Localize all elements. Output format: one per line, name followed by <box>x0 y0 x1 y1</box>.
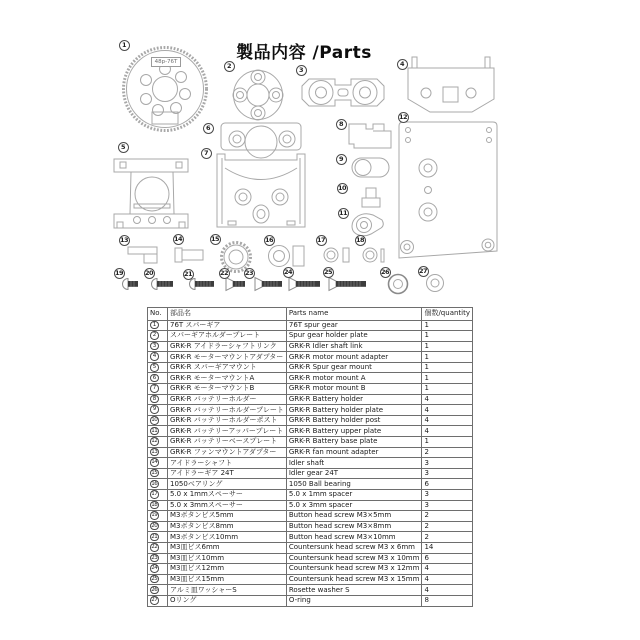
row-qty: 1 <box>422 373 473 384</box>
row-number <box>148 585 168 596</box>
row-number <box>148 426 168 437</box>
table-row <box>148 341 473 352</box>
table-row <box>148 352 473 363</box>
row-number <box>148 331 168 342</box>
part-button-screw-8mm <box>152 279 174 290</box>
row-name-en: GRK-R Battery base plate <box>286 437 422 448</box>
row-name-en: Countersunk head screw M3 x 12mm <box>286 564 422 575</box>
row-name-ja: スパーギアホルダープレート <box>168 331 287 342</box>
row-name-en: GRK-R Idler shaft link <box>286 341 422 352</box>
table-row <box>148 426 473 437</box>
row-name-ja: GRK-R モーターマウントB <box>168 384 287 395</box>
row-number-circle: 26 <box>151 586 158 593</box>
row-number-circle: 12 <box>151 438 158 445</box>
row-number-circle: 3 <box>150 342 159 351</box>
row-name-ja: GRK-R スパーギアマウント <box>168 362 287 373</box>
row-name-ja: GRK-R モーターマウントアダプター <box>168 352 287 363</box>
row-name-ja: GRK-R バッテリーベースプレート <box>168 437 287 448</box>
row-name-ja: 1050ベアリング <box>168 479 287 490</box>
part-idler-gear-24t <box>222 243 251 272</box>
row-qty: 1 <box>422 320 473 331</box>
table-row <box>148 447 473 458</box>
row-qty: 1 <box>422 437 473 448</box>
gear-tooth-label: 48p-76T <box>151 57 181 67</box>
row-number <box>148 500 168 511</box>
row-name-en: 1050 Ball bearing <box>286 479 422 490</box>
part-fan-mount-adapter <box>128 247 157 263</box>
row-name-en: Spur gear holder plate <box>286 331 422 342</box>
row-number <box>148 437 168 448</box>
row-qty: 8 <box>422 595 473 606</box>
table-row <box>148 532 473 543</box>
row-qty: 4 <box>422 564 473 575</box>
row-name-en: GRK-R Spur gear mount <box>286 362 422 373</box>
row-name-ja: アイドラーシャフト <box>168 458 287 469</box>
row-number-circle: 11 <box>151 427 158 434</box>
table-row <box>148 553 473 564</box>
callout-8: 8 <box>336 119 347 130</box>
row-name-en: 5.0 x 1mm spacer <box>286 490 422 501</box>
row-name-ja: Oリング <box>168 595 287 606</box>
row-name-ja: M3皿ビス12mm <box>168 564 287 575</box>
row-number <box>148 320 168 331</box>
row-qty: 6 <box>422 479 473 490</box>
row-name-ja: GRK-R バッテリーホルダープレート <box>168 405 287 416</box>
row-number-circle: 21 <box>151 533 158 540</box>
table-row <box>148 468 473 479</box>
row-qty: 4 <box>422 574 473 585</box>
row-number-circle: 4 <box>150 352 159 361</box>
row-qty: 2 <box>422 532 473 543</box>
table-row <box>148 362 473 373</box>
table-row <box>148 542 473 553</box>
row-number-circle: 2 <box>150 331 159 340</box>
part-battery-base-plate <box>399 122 497 258</box>
table-row <box>148 320 473 331</box>
row-number-circle: 8 <box>150 395 159 404</box>
row-qty: 2 <box>422 447 473 458</box>
row-name-en: 76T spur gear <box>286 320 422 331</box>
row-name-en: Rosette washer S <box>286 585 422 596</box>
row-number-circle: 14 <box>151 459 158 466</box>
row-name-ja: GRK-R モーターマウントA <box>168 373 287 384</box>
row-name-ja: アイドラーギア 24T <box>168 468 287 479</box>
table-row <box>148 574 473 585</box>
parts-table-body <box>148 320 473 606</box>
row-name-en: GRK-R fan mount adapter <box>286 447 422 458</box>
row-number <box>148 553 168 564</box>
callout-12: 12 <box>398 113 408 121</box>
row-name-en: Button head screw M3×5mm <box>286 511 422 522</box>
part-motor-mount-a <box>221 123 301 158</box>
callout-27: 27 <box>418 267 428 275</box>
row-number-circle: 24 <box>151 565 158 572</box>
callout-2: 2 <box>224 61 235 72</box>
row-number-circle: 10 <box>151 417 158 424</box>
row-number <box>148 574 168 585</box>
row-number-circle: 25 <box>151 575 158 582</box>
row-number-circle: 23 <box>151 554 158 561</box>
callout-13: 13 <box>119 236 129 244</box>
part-countersunk-screw-6mm <box>226 278 245 291</box>
callout-20: 20 <box>144 269 154 277</box>
callout-19: 19 <box>114 269 124 277</box>
row-name-en: Idler gear 24T <box>286 468 422 479</box>
row-qty: 1 <box>422 384 473 395</box>
callout-18: 18 <box>355 236 365 244</box>
row-name-en: 5.0 x 3mm spacer <box>286 500 422 511</box>
row-name-en: GRK-R Battery holder <box>286 394 422 405</box>
table-row <box>148 500 473 511</box>
row-number <box>148 352 168 363</box>
row-number <box>148 595 168 606</box>
row-name-ja: GRK-R バッテリーアッパープレート <box>168 426 287 437</box>
row-name-en: GRK-R motor mount A <box>286 373 422 384</box>
row-name-ja: GRK-R バッテリーホルダー <box>168 394 287 405</box>
callout-9: 9 <box>336 154 347 165</box>
part-button-screw-10mm <box>190 279 214 290</box>
part-countersunk-screw-10mm <box>255 278 282 291</box>
callout-14: 14 <box>173 235 183 243</box>
callout-4: 4 <box>397 59 408 70</box>
callout-5: 5 <box>118 142 129 153</box>
table-row <box>148 585 473 596</box>
part-motor-mount-adapter <box>408 57 494 112</box>
callout-6: 6 <box>203 123 214 134</box>
row-name-en: Button head screw M3×8mm <box>286 521 422 532</box>
row-name-en: O-ring <box>286 595 422 606</box>
header-qty: 個数/quantity <box>422 308 473 321</box>
row-qty: 4 <box>422 585 473 596</box>
row-name-ja: 5.0 x 3mmスペーサー <box>168 500 287 511</box>
callout-17: 17 <box>316 236 326 244</box>
row-number <box>148 362 168 373</box>
table-row <box>148 405 473 416</box>
part-countersunk-screw-12mm <box>289 278 320 291</box>
row-number-circle: 27 <box>151 597 158 604</box>
row-qty: 14 <box>422 542 473 553</box>
row-qty: 1 <box>422 341 473 352</box>
row-number <box>148 373 168 384</box>
row-qty: 4 <box>422 415 473 426</box>
row-name-en: GRK-R Battery upper plate <box>286 426 422 437</box>
page-title: 製品内容 /Parts <box>236 43 372 63</box>
table-row <box>148 511 473 522</box>
row-number-circle: 19 <box>151 512 158 519</box>
row-number-circle: 6 <box>150 374 159 383</box>
row-number <box>148 415 168 426</box>
table-row <box>148 415 473 426</box>
row-name-en: Countersunk head screw M3 x 10mm <box>286 553 422 564</box>
row-qty: 6 <box>422 553 473 564</box>
row-qty: 4 <box>422 405 473 416</box>
row-name-ja: M3ボタンビス10mm <box>168 532 287 543</box>
header-name-ja: 部品名 <box>168 308 287 321</box>
row-name-en: Idler shaft <box>286 458 422 469</box>
row-name-en: Button head screw M3×10mm <box>286 532 422 543</box>
part-battery-holder <box>349 124 391 148</box>
table-row <box>148 373 473 384</box>
table-row <box>148 331 473 342</box>
row-number-circle: 22 <box>151 544 158 551</box>
row-number <box>148 532 168 543</box>
callout-24: 24 <box>283 268 293 276</box>
row-name-ja: M3皿ビス6mm <box>168 542 287 553</box>
parts-table <box>147 307 473 607</box>
callout-22: 22 <box>219 269 229 277</box>
header-name-en: Parts name <box>286 308 422 321</box>
callout-25: 25 <box>323 268 333 276</box>
row-number-circle: 13 <box>151 448 158 455</box>
callout-7: 7 <box>201 148 212 159</box>
row-name-en: GRK-R motor mount adapter <box>286 352 422 363</box>
part-button-screw-5mm <box>123 279 139 290</box>
row-number-circle: 7 <box>150 384 159 393</box>
table-row <box>148 458 473 469</box>
row-name-en: Countersunk head screw M3 x 15mm <box>286 574 422 585</box>
table-row <box>148 490 473 501</box>
part-battery-holder-plate <box>352 158 389 177</box>
row-name-ja: アルミ皿ワッシャーS <box>168 585 287 596</box>
part-rosette-washer <box>389 275 408 294</box>
row-number-circle: 1 <box>150 321 159 330</box>
callout-1: 1 <box>119 40 130 51</box>
row-number <box>148 479 168 490</box>
row-number-circle: 18 <box>151 501 158 508</box>
row-number <box>148 405 168 416</box>
row-qty: 2 <box>422 521 473 532</box>
row-qty: 2 <box>422 511 473 522</box>
row-number-circle: 16 <box>151 480 158 487</box>
callout-23: 23 <box>244 269 254 277</box>
row-number <box>148 458 168 469</box>
row-qty: 3 <box>422 500 473 511</box>
callout-15: 15 <box>210 235 220 243</box>
callout-26: 26 <box>380 268 390 276</box>
row-qty: 3 <box>422 490 473 501</box>
row-number-circle: 15 <box>151 469 158 476</box>
table-row <box>148 384 473 395</box>
part-5x3-spacer <box>363 248 384 262</box>
row-number <box>148 564 168 575</box>
row-name-ja: 76T スパーギア <box>168 320 287 331</box>
row-number-circle: 5 <box>150 363 159 372</box>
row-name-en: Countersunk head screw M3 x 6mm <box>286 542 422 553</box>
row-name-en: GRK-R motor mount B <box>286 384 422 395</box>
callout-11: 11 <box>338 209 348 217</box>
row-name-en: GRK-R Battery holder post <box>286 415 422 426</box>
row-number <box>148 490 168 501</box>
row-qty: 3 <box>422 468 473 479</box>
row-qty: 4 <box>422 426 473 437</box>
table-row <box>148 479 473 490</box>
row-qty: 3 <box>422 458 473 469</box>
callout-21: 21 <box>183 270 193 278</box>
part-spur-gear-holder-plate <box>233 70 283 120</box>
row-qty: 4 <box>422 394 473 405</box>
row-number <box>148 511 168 522</box>
row-name-ja: GRK-R バッテリーホルダーポスト <box>168 415 287 426</box>
part-battery-holder-post <box>362 188 380 207</box>
callout-16: 16 <box>264 236 274 244</box>
table-row <box>148 394 473 405</box>
row-number-circle: 20 <box>151 522 158 529</box>
row-number <box>148 384 168 395</box>
part-idler-shaft <box>175 248 203 262</box>
callout-10: 10 <box>337 184 347 192</box>
table-header-row <box>148 308 473 321</box>
row-name-en: GRK-R Battery holder plate <box>286 405 422 416</box>
part-idler-shaft-link <box>302 79 384 106</box>
row-number <box>148 447 168 458</box>
row-name-ja: M3皿ビス10mm <box>168 553 287 564</box>
row-number <box>148 341 168 352</box>
row-qty: 1 <box>422 331 473 342</box>
table-row <box>148 437 473 448</box>
part-battery-upper-plate <box>352 214 383 236</box>
callout-3: 3 <box>296 65 307 76</box>
row-name-ja: M3皿ビス15mm <box>168 574 287 585</box>
row-name-ja: M3ボタンビス5mm <box>168 511 287 522</box>
part-countersunk-screw-15mm <box>329 278 366 291</box>
row-qty: 1 <box>422 352 473 363</box>
row-number <box>148 468 168 479</box>
part-motor-mount-b <box>217 154 305 227</box>
table-row <box>148 521 473 532</box>
row-number <box>148 394 168 405</box>
header-no: No. <box>148 308 168 321</box>
table-row <box>148 564 473 575</box>
part-o-ring <box>427 275 444 292</box>
table-row <box>148 595 473 606</box>
row-name-ja: 5.0 x 1mmスペーサー <box>168 490 287 501</box>
part-1050-bearing <box>269 246 305 267</box>
row-name-ja: M3ボタンビス8mm <box>168 521 287 532</box>
row-number <box>148 542 168 553</box>
row-name-ja: GRK-R ファンマウントアダプター <box>168 447 287 458</box>
part-spur-gear-mount <box>114 159 188 228</box>
row-qty: 1 <box>422 362 473 373</box>
row-number-circle: 9 <box>150 405 159 414</box>
row-number <box>148 521 168 532</box>
row-number-circle: 17 <box>151 491 158 498</box>
part-5x1-spacer <box>324 248 349 262</box>
row-name-ja: GRK-R アイドラーシャフトリンク <box>168 341 287 352</box>
